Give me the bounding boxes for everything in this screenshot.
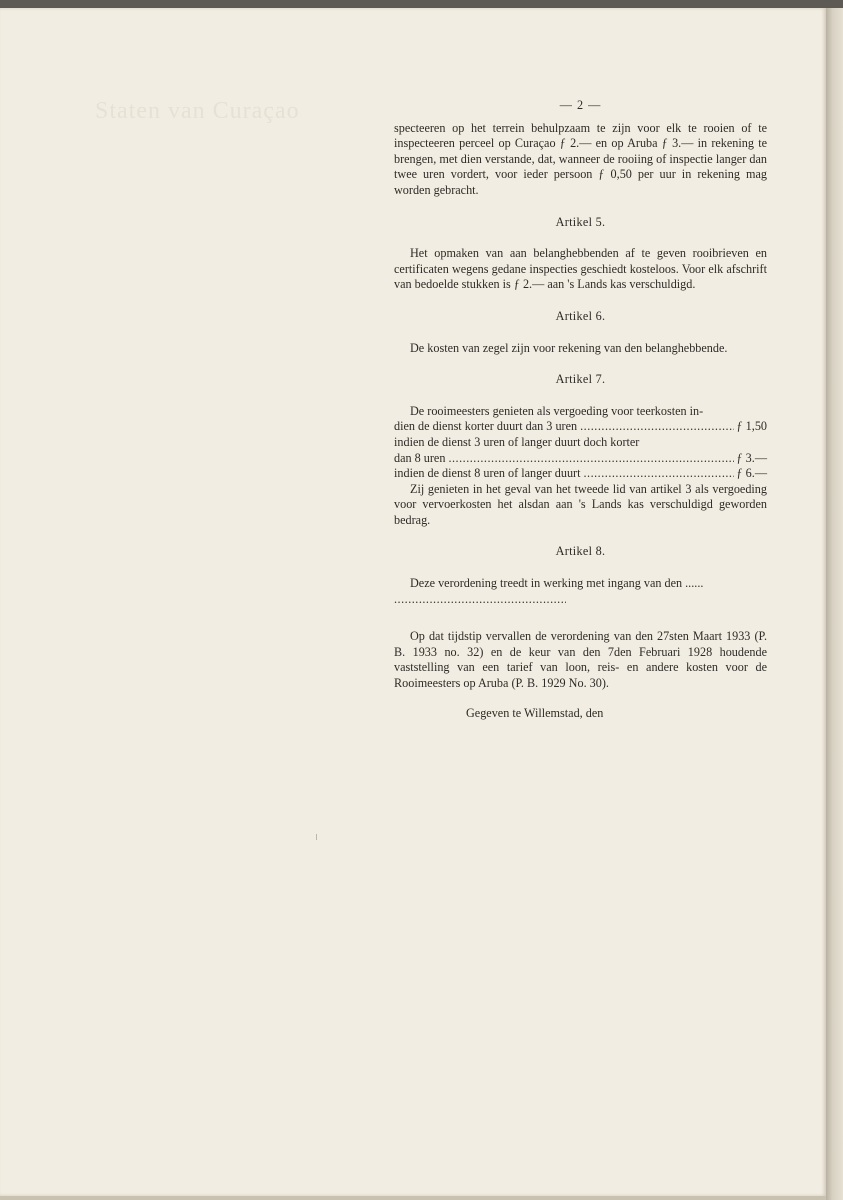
page-edge-shadow [826,8,843,1200]
article-7-closing: Zij genieten in het geval van het tweede lid van artikel 3 als vergoeding voor vervoerkosten het alsdan aan 's Lands kas verschuldigd geworden bedrag. [394,481,767,527]
rate-2-value: ƒ 3.— [736,450,767,465]
rate-3-value: ƒ 6.— [736,466,767,481]
paragraph-gap [394,607,767,629]
intro-paragraph: specteeren op het terrein behulpzaam te zijn voor elk te rooien of te inspecteeren perceel op Curaçao ƒ 2.— en op Aruba ƒ 3.— in rekening te brengen, met dien verstande, dat, wanneer de rooiing of inspectie langer dan twee uren vordert, voor ieder persoon ƒ 0,50 per uur in rekening mag worden gebracht. [394,120,767,197]
article-7-intro: De rooimeesters genieten als vergoeding voor teerkosten in- [410,403,704,418]
page-content [394,98,767,721]
paper-mark [316,834,317,840]
article-5-heading: Artikel 5. [555,214,606,229]
article-5-text: Het opmaken van aan belanghebbenden af te geven rooibrieven en certificaten wegens gedane inspecties geschiedt kosteloos. Voor elk afschrift van bedoelde stukken is ƒ 2.— aan 's Lands kas verschuldigd. [394,246,767,292]
closing-line: Gegeven te Willemstad, den [466,705,604,720]
document-page [0,8,826,1196]
rate-1-label: dien de dienst korter duurt dan 3 uren [394,419,578,434]
article-8-heading: Artikel 8. [555,544,606,559]
dot-leader [580,419,733,435]
rate-3-label: indien de dienst 8 uren of langer duurt [394,466,581,481]
page-number: — 2 — [559,98,602,112]
article-7-heading: Artikel 7. [555,372,606,387]
dot-leader [583,466,733,482]
rate-row-3 [394,466,767,482]
article-8-text: Deze verordening treedt in werking met ingang van den ...... [410,576,704,591]
rate-2-label-line-1: indien de dienst 3 uren of langer duurt doch korter [394,434,640,449]
repeal-paragraph: Op dat tijdstip vervallen de verordening van den 27sten Maart 1933 (P. B. 1933 no. 32) en de keur van den 7den Februari 1928 houdende vaststelling van een tarief van loon, reis- en andere kosten voor de Rooimeesters op Aruba (P. B. 1929 No. 30). [394,629,767,691]
bleed-through-header: Staten van Curaçao [95,98,300,124]
dot-leader [448,451,733,467]
blank-date-line [394,592,566,608]
article-6-text: De kosten van zegel zijn voor rekening van den belanghebbende. [410,340,728,355]
rate-1-value: ƒ 1,50 [736,419,767,434]
rate-2-label: dan 8 uren [394,450,446,465]
rate-row-1 [394,419,767,435]
scan-border-top [0,0,843,8]
rate-row-2 [394,451,767,467]
article-6-heading: Artikel 6. [555,308,606,323]
